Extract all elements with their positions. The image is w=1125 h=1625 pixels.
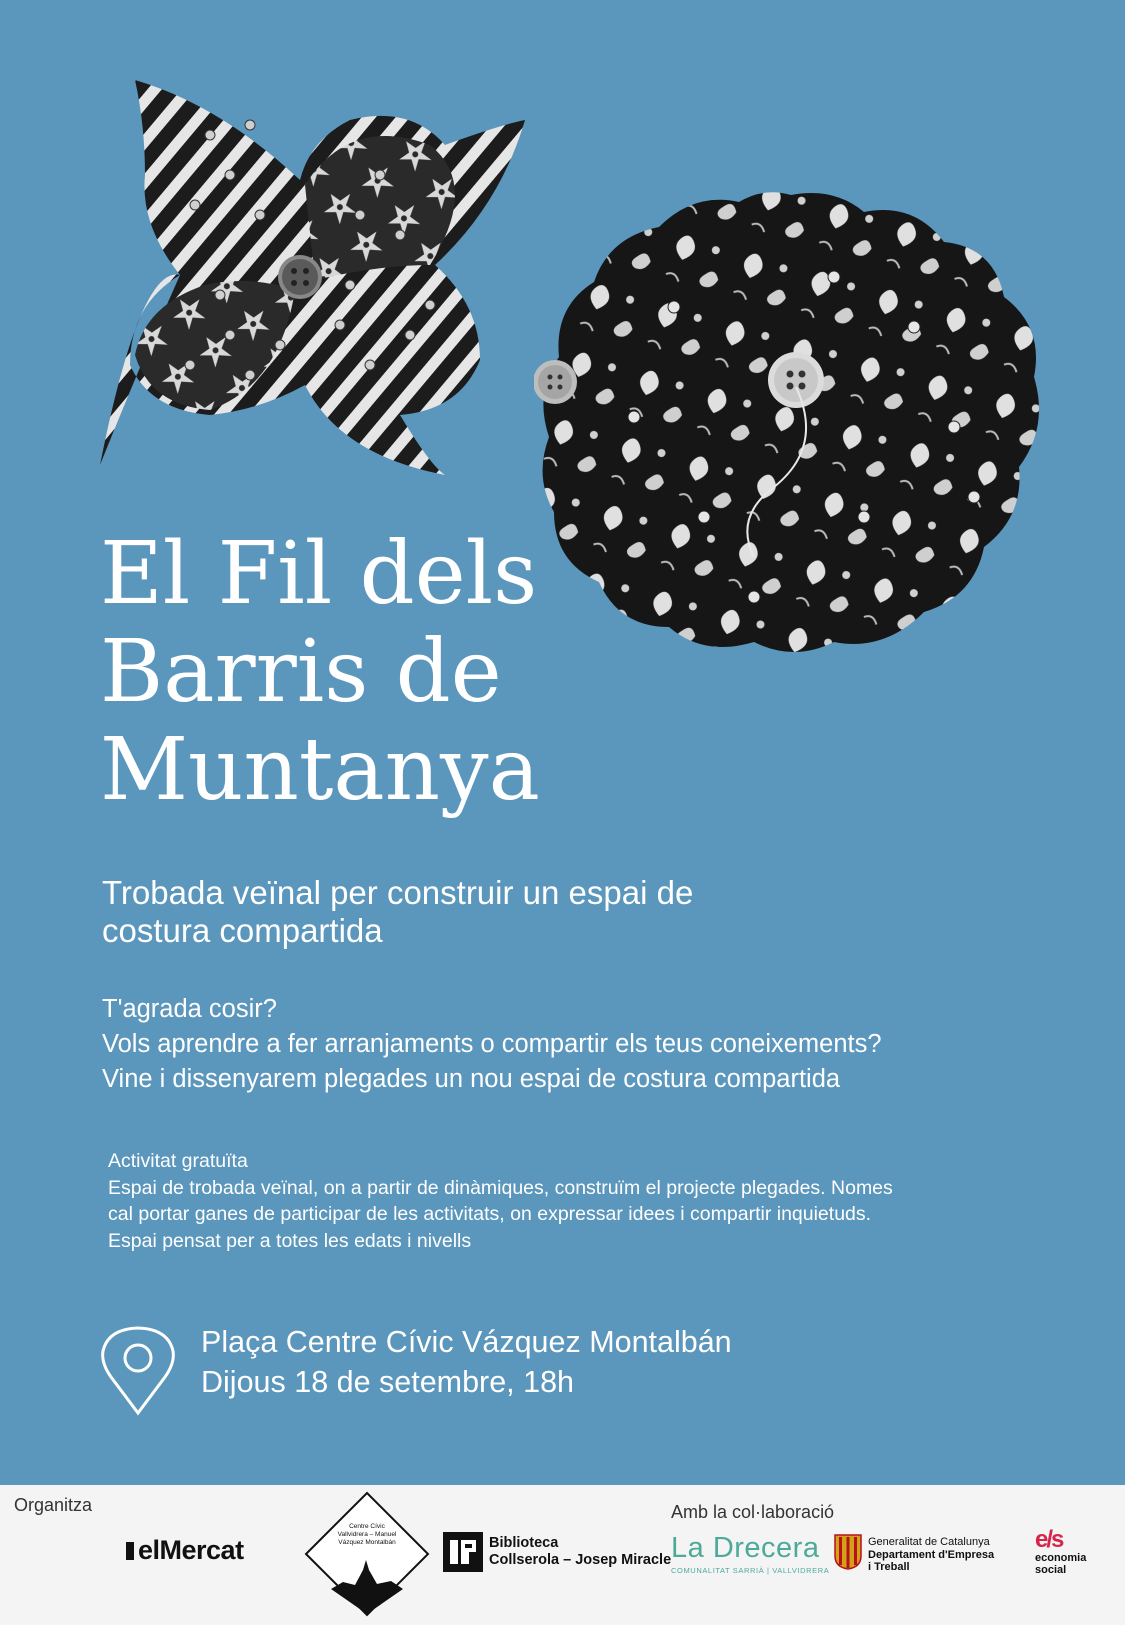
biblioteca-logo-text [489, 1535, 671, 1569]
economia-social-text [1035, 1553, 1086, 1576]
title-line: El Fil dels [100, 524, 538, 624]
square-pincushion-image [100, 65, 545, 485]
centre-civic-logo-text [320, 1523, 414, 1547]
collaborators-label: Amb la col·laboració [671, 1502, 835, 1522]
organizers-label: Organitza [14, 1495, 93, 1515]
details-line: cal portar ganes de participar de les activitats, on expressar idees i compartir inquietuds. [108, 1203, 872, 1225]
details-line: Activitat gratuïta [108, 1150, 248, 1172]
centre-civic-line: Vallvidrera – Manuel [337, 1531, 397, 1538]
generalitat-logo-text [868, 1536, 994, 1574]
biblioteca-line: Biblioteca [489, 1535, 559, 1551]
centre-civic-line: Vázquez Montalbán [338, 1539, 396, 1546]
subtitle-line: Trobada veïnal per construir un espai de [102, 874, 694, 911]
title-line: Muntanya [100, 720, 540, 820]
title-line: Barris de [100, 622, 502, 722]
elmercat-logo [126, 1535, 244, 1566]
question-line: Vine i dissenyarem plegades un nou espai de costura compartida [102, 1065, 841, 1093]
question-line: T'agrada cosir? [102, 995, 277, 1023]
event-location [201, 1322, 732, 1402]
event-title [100, 525, 660, 819]
biblioteca-line: Collserola – Josep Miracle [489, 1552, 672, 1568]
centre-civic-logo-diamond [303, 1490, 431, 1618]
la-drecera-name: La Drecera [671, 1532, 820, 1564]
event-subtitle [102, 874, 862, 950]
generalitat-line: i Treball [868, 1561, 910, 1573]
centre-civic-line: Centre Cívic [349, 1523, 385, 1530]
details-line: Espai pensat per a totes les edats i nivells [108, 1229, 472, 1252]
details-line: Espai de trobada veïnal, on a partir de dinàmiques, construïm el projecte plegades. Nomes [108, 1176, 893, 1199]
map-pin-icon [99, 1325, 177, 1416]
economia-social-logo [1035, 1527, 1086, 1576]
generalitat-line: Departament d'Empresa [868, 1548, 995, 1561]
location-place: Plaça Centre Cívic Vázquez Montalbán [201, 1325, 732, 1359]
activity-details [108, 1148, 1058, 1254]
generalitat-line: Generalitat de Catalunya [868, 1536, 990, 1548]
invitation-questions [102, 992, 1062, 1097]
economia-social-line: economia [1035, 1552, 1087, 1564]
generalitat-shield-icon [834, 1534, 862, 1570]
biblioteca-mark-icon [443, 1532, 483, 1572]
sponsors-footer [0, 1485, 1125, 1625]
economia-social-mark: e/s [1035, 1526, 1063, 1553]
subtitle-line: costura compartida [102, 912, 383, 949]
event-datetime: Dijous 18 de setembre, 18h [201, 1365, 574, 1399]
question-line: Vols aprendre a fer arranjaments o compartir els teus coneixements? [102, 1030, 882, 1058]
economia-social-line: social [1035, 1563, 1067, 1576]
la-drecera-subtitle: COMUNALITAT SARRIÀ | VALLVIDRERA [671, 1566, 830, 1575]
elmercat-mark-icon [126, 1542, 134, 1560]
elmercat-logo-text: elMercat [138, 1535, 244, 1565]
la-drecera-logo [671, 1532, 829, 1575]
